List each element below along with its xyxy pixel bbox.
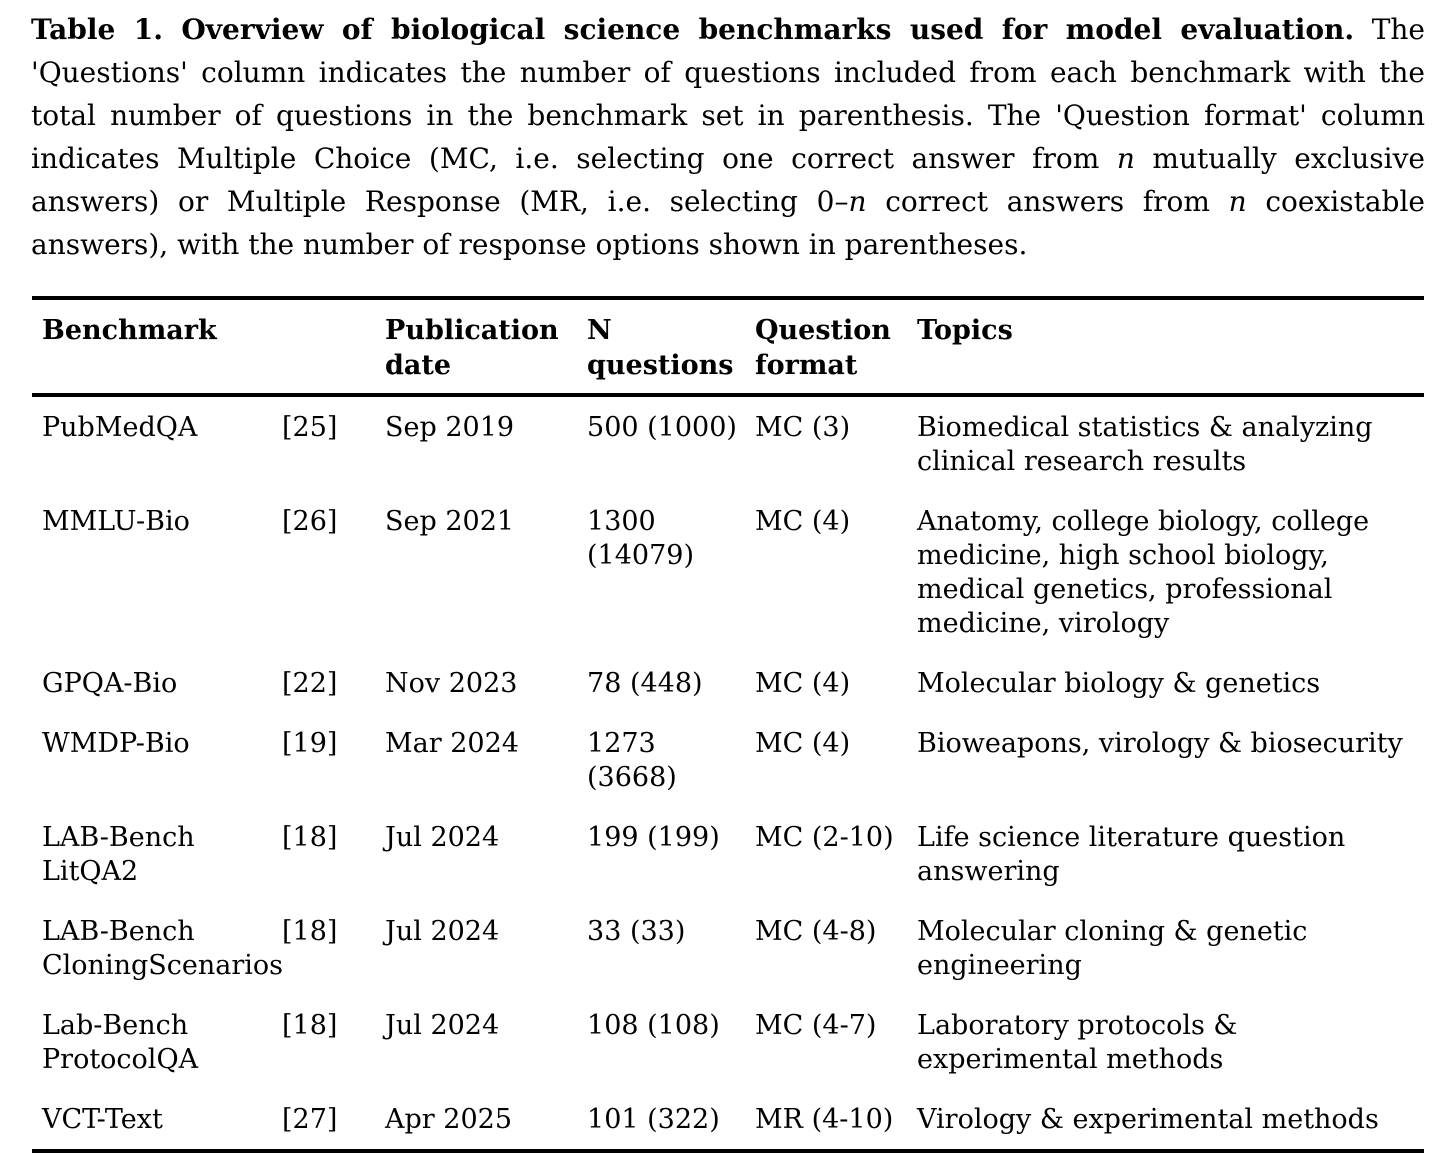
cell-publication-date: Jul 2024 — [385, 916, 500, 947]
cell-topics: Biomedical statistics & analyzing clinical research results — [917, 412, 1373, 477]
cell-publication-date: Mar 2024 — [385, 728, 519, 759]
cell-benchmark-name: GPQA-Bio — [42, 668, 178, 699]
cell-publication-date: Jul 2024 — [385, 1010, 500, 1041]
cell-topics: Life science literature question answering — [917, 822, 1346, 887]
col-header-publication-date: Publication date — [385, 298, 587, 395]
cell-benchmark-name: LAB-Bench LitQA2 — [42, 822, 195, 887]
cell-n-questions: 199 (199) — [587, 822, 720, 853]
table-row — [32, 491, 1424, 653]
cell-benchmark-name: LAB-Bench CloningScenarios — [42, 916, 283, 981]
cell-benchmark-name: MMLU-Bio — [42, 506, 190, 537]
cell-topics: Molecular cloning & genetic engineering — [917, 916, 1308, 981]
cell-n-questions: 33 (33) — [587, 916, 686, 947]
col-header-question-format: Question format — [755, 298, 917, 395]
cell-publication-date: Sep 2021 — [385, 506, 515, 537]
caption-italic-n-3: n — [1228, 185, 1247, 218]
cell-topics: Molecular biology & genetics — [917, 668, 1321, 699]
cell-benchmark-name: VCT-Text — [42, 1104, 163, 1135]
cell-citation: [18] — [282, 1010, 338, 1041]
col-header-benchmark: Benchmark — [32, 298, 385, 395]
cell-question-format: MC (4) — [755, 668, 851, 699]
cell-citation: [25] — [282, 412, 338, 443]
cell-citation: [18] — [282, 916, 338, 947]
cell-question-format: MC (4) — [755, 728, 851, 759]
cell-publication-date: Jul 2024 — [385, 822, 500, 853]
caption-text-4: coexistable answers), with the number of response options shown in parentheses. — [31, 185, 1425, 261]
caption-text-3: correct answers from — [866, 185, 1229, 218]
caption-text-1: The 'Questions' column indicates the number of questions included from each benchmark with the total number of questions in the benchmark set in parenthesis. The 'Question format' column indicates Multiple Choice (MC, i.e. selecting one correct answer from — [31, 13, 1425, 175]
table-row — [32, 995, 1424, 1089]
col-header-topics: Topics — [917, 298, 1424, 395]
cell-n-questions: 1300 (14079) — [587, 506, 694, 571]
table-row — [32, 713, 1424, 807]
cell-citation: [26] — [282, 506, 338, 537]
cell-benchmark-name: PubMedQA — [42, 412, 198, 443]
caption-title: Table 1. Overview of biological science benchmarks used for model evaluation. — [31, 13, 1355, 46]
cell-n-questions: 108 (108) — [587, 1010, 720, 1041]
cell-benchmark-name: WMDP-Bio — [42, 728, 190, 759]
cell-n-questions: 101 (322) — [587, 1104, 720, 1135]
cell-question-format: MC (3) — [755, 412, 851, 443]
table-row — [32, 395, 1424, 491]
cell-topics: Virology & experimental methods — [917, 1104, 1379, 1135]
cell-n-questions: 78 (448) — [587, 668, 703, 699]
cell-publication-date: Apr 2025 — [385, 1104, 512, 1135]
cell-topics: Laboratory protocols & experimental methods — [917, 1010, 1238, 1075]
cell-n-questions: 500 (1000) — [587, 412, 737, 443]
table-row — [32, 653, 1424, 713]
cell-question-format: MC (4) — [755, 506, 851, 537]
cell-n-questions: 1273 (3668) — [587, 728, 677, 793]
table-row — [32, 1089, 1424, 1151]
cell-citation: [27] — [282, 1104, 338, 1135]
cell-benchmark-name: Lab-Bench ProtocolQA — [42, 1010, 199, 1075]
cell-publication-date: Nov 2023 — [385, 668, 518, 699]
caption-italic-n-2: n — [848, 185, 867, 218]
cell-publication-date: Sep 2019 — [385, 412, 515, 443]
cell-topics: Bioweapons, virology & biosecurity — [917, 728, 1403, 759]
cell-question-format: MR (4-10) — [755, 1104, 894, 1135]
table-row — [32, 807, 1424, 901]
benchmarks-table — [32, 296, 1424, 1153]
cell-citation: [22] — [282, 668, 338, 699]
header-row — [32, 298, 1424, 395]
cell-question-format: MC (2-10) — [755, 822, 894, 853]
cell-question-format: MC (4-8) — [755, 916, 877, 947]
table-row — [32, 901, 1424, 995]
caption-italic-n-1: n — [1116, 142, 1135, 175]
table-caption — [31, 8, 1425, 266]
cell-topics: Anatomy, college biology, college medicine, high school biology, medical genetics, professional medicine, virology — [917, 506, 1370, 639]
cell-citation: [19] — [282, 728, 338, 759]
col-header-n-questions: N questions — [587, 298, 755, 395]
cell-citation: [18] — [282, 822, 338, 853]
caption-text-2: mutually exclusive answers) or Multiple Response (MR, i.e. selecting 0– — [31, 142, 1425, 218]
cell-question-format: MC (4-7) — [755, 1010, 877, 1041]
